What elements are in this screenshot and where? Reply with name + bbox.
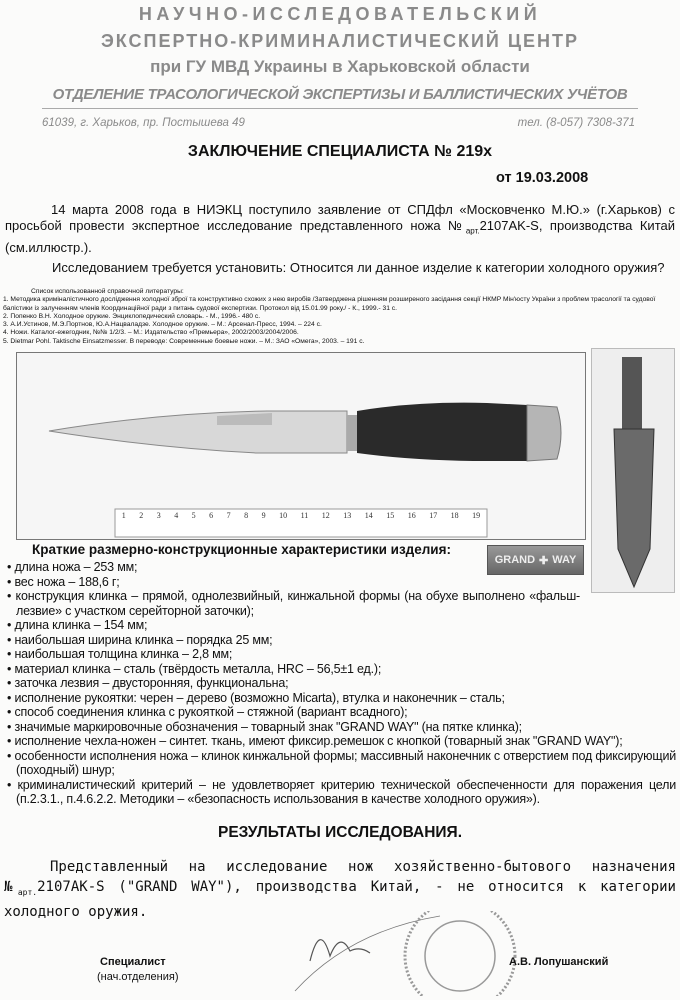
results-paragraph: [4, 857, 676, 923]
lower-content: [4, 560, 676, 988]
header-line1: НАУЧНО-ИССЛЕДОВАТЕЛЬСКИЙ: [138, 4, 542, 24]
signature-and-stamp: [290, 911, 550, 996]
phone: тел. (8-057) 7308-371: [517, 117, 635, 129]
list-item: • способ соединения клинка с рукояткой – стяжной (вариант всадного);: [4, 705, 676, 720]
sheath-photo: [591, 348, 675, 593]
document-title: ЗАКЛЮЧЕНИЕ СПЕЦИАЛИСТА № 219х: [187, 143, 493, 160]
list-item: • наибольшая ширина клинка – порядка 25 мм;: [4, 633, 676, 648]
address: 61039, г. Харьков, пр. Постышева 49: [42, 117, 245, 129]
logo-text-left: GRAND: [494, 554, 536, 566]
list-item: • материал клинка – сталь (твёрдость металла, HRC – 56,5±1 ед.);: [4, 662, 676, 677]
ruler-tick: 13: [343, 511, 352, 520]
ruler-tick: 6: [209, 511, 214, 520]
literature-heading: Список использованной справочной литературы:: [31, 288, 184, 295]
ruler-tick: 8: [244, 511, 249, 520]
header-line2: ЭКСПЕРТНО-КРИМИНАЛИСТИЧЕСКИЙ ЦЕНТР: [100, 31, 580, 51]
ruler-tick: 1: [121, 511, 126, 520]
ruler-tick: 9: [261, 511, 266, 520]
intro-text-end: 2107AK-S, производства Китай (см.иллюстр.).: [5, 218, 675, 255]
ruler-tick: 18: [450, 511, 459, 520]
literature-item: 3. А.И.Устинов, М.Э.Портнов, Ю.А.Нацваладзе. Холодное оружие. – М.: Арсенал-Пресс, 1994. – 224 с.: [3, 321, 322, 329]
ruler-tick: 3: [156, 511, 161, 520]
intro-paragraph: [5, 202, 675, 256]
document-date: от 19.03.2008: [496, 170, 589, 186]
list-item: • вес ножа – 188,6 г;: [4, 575, 676, 590]
results-text: Представленный на исследование нож хозяйственно-бытового назначения №: [4, 858, 676, 895]
list-item: • исполнение рукоятки: черен – дерево (возможно Micarta), втулка и наконечник – сталь;: [4, 691, 676, 706]
department: ОТДЕЛЕНИЕ ТРАСОЛОГИЧЕСКОЙ ЭКСПЕРТИЗЫ И БАЛЛИСТИЧЕСКИХ УЧЁТОВ: [52, 86, 628, 103]
results-heading: РЕЗУЛЬТАТЫ ИССЛЕДОВАНИЯ.: [217, 823, 462, 841]
literature-item: 4. Ножи. Каталог-ежегодник, №№ 1/2/3. – М.: Издательство «Премьера», 2002/2003/2004/2006.: [3, 329, 299, 337]
characteristics-heading: Краткие размерно-конструкционные характеристики изделия:: [32, 542, 451, 557]
header-line3: при ГУ МВД Украины в Харьковской области: [150, 57, 530, 76]
signature-row: [4, 956, 676, 988]
signature-name: А.В. Лопушанский: [509, 956, 609, 969]
ruler-scale: [115, 511, 487, 520]
signature-position: (нач.отделения): [97, 971, 179, 984]
list-item: • длина ножа – 253 мм;: [4, 560, 676, 575]
ruler-tick: 11: [300, 511, 309, 520]
results-text-end: 2107AK-S ("GRAND WAY"), производства Китай, - не относится к категории холодного оружия.: [4, 878, 676, 921]
literature-list: [3, 288, 675, 346]
ruler-tick: 16: [407, 511, 416, 520]
literature-item: 2. Попенко В.Н. Холодное оружие. Энциклопедический словарь. - М., 1996.- 480 с.: [3, 312, 261, 320]
list-item: • конструкция клинка – прямой, однолезвийный, кинжальной формы (на обухе выполнено «фальш-лезвие» с участком серейторной заточки);: [4, 589, 676, 618]
ruler-tick: 4: [174, 511, 179, 520]
logo-text-right: WAY: [552, 554, 577, 566]
list-item: • криминалистический критерий – не удовлетворяет критерию технической обеспеченности для поражения цели (п.2.3.1., п.4.6.2.2. Методики – «безопасность использования в качестве холодного оружия»).: [4, 778, 676, 807]
literature-item: 1. Методика криміналістичного дослідження холодної зброї та конструктивно схожих з нею виробів /Затверджена рішенням розширеного засідання секції НКМР Мін'юсту України з проблем трасології та судової балістики із залученням членів Координаційної ради з питань судової експертизи. Протокол від 15.01.99 року./ - К., 1999.- 31 с.: [3, 296, 656, 312]
knife-photo: [16, 352, 586, 540]
ruler-tick: 5: [191, 511, 196, 520]
ruler-tick: 7: [226, 511, 231, 520]
intro-text: 14 марта 2008 года в НИЭКЦ поступило заявление от СПДфл «Московченко М.Ю.» (г.Харьков) с просьбой провести экспертное исследование представленного ножа №: [5, 202, 675, 233]
list-item: • длина клинка – 154 мм;: [4, 618, 676, 633]
signature-role: Специалист: [100, 956, 166, 969]
results-sub: арт.: [17, 887, 38, 897]
ruler-tick: 12: [321, 511, 330, 520]
ruler-tick: 19: [472, 511, 481, 520]
list-item: • наибольшая толщина клинка – 2,8 мм;: [4, 647, 676, 662]
ruler-tick: 2: [139, 511, 144, 520]
list-item: • значимые маркировочные обозначения – товарный знак "GRAND WAY" (на пятке клинка);: [4, 720, 676, 735]
header-divider: [42, 108, 638, 109]
list-item: • исполнение чехла-ножен – синтет. ткань, имеют фиксир.ремешок с кнопкой (товарный знак "GRAND WAY");: [4, 734, 676, 749]
list-item: • заточка лезвия – двусторонняя, функциональна;: [4, 676, 676, 691]
ruler-tick: 10: [279, 511, 288, 520]
characteristics-list: [4, 560, 676, 807]
shield-icon: ✚: [539, 554, 549, 567]
intro-sub: арт.: [465, 226, 480, 236]
literature-item: 5. Dietmar Pohl. Taktische Einsatzmesser. В переводе: Современные боевые ножи. – М.: ЗАО «Омега», 2003. – 191 с.: [3, 337, 365, 345]
list-item: • особенности исполнения ножа – клинок кинжальной формы; массивный наконечник с отверстием под фиксирующий (походный) шнур;: [4, 749, 676, 778]
ruler-tick: 14: [364, 511, 373, 520]
ruler-tick: 15: [386, 511, 395, 520]
question: Исследованием требуется установить: Относится ли данное изделие к категории холодного оружия?: [52, 260, 665, 275]
ruler-tick: 17: [429, 511, 438, 520]
sheath-illustration: [592, 349, 676, 594]
